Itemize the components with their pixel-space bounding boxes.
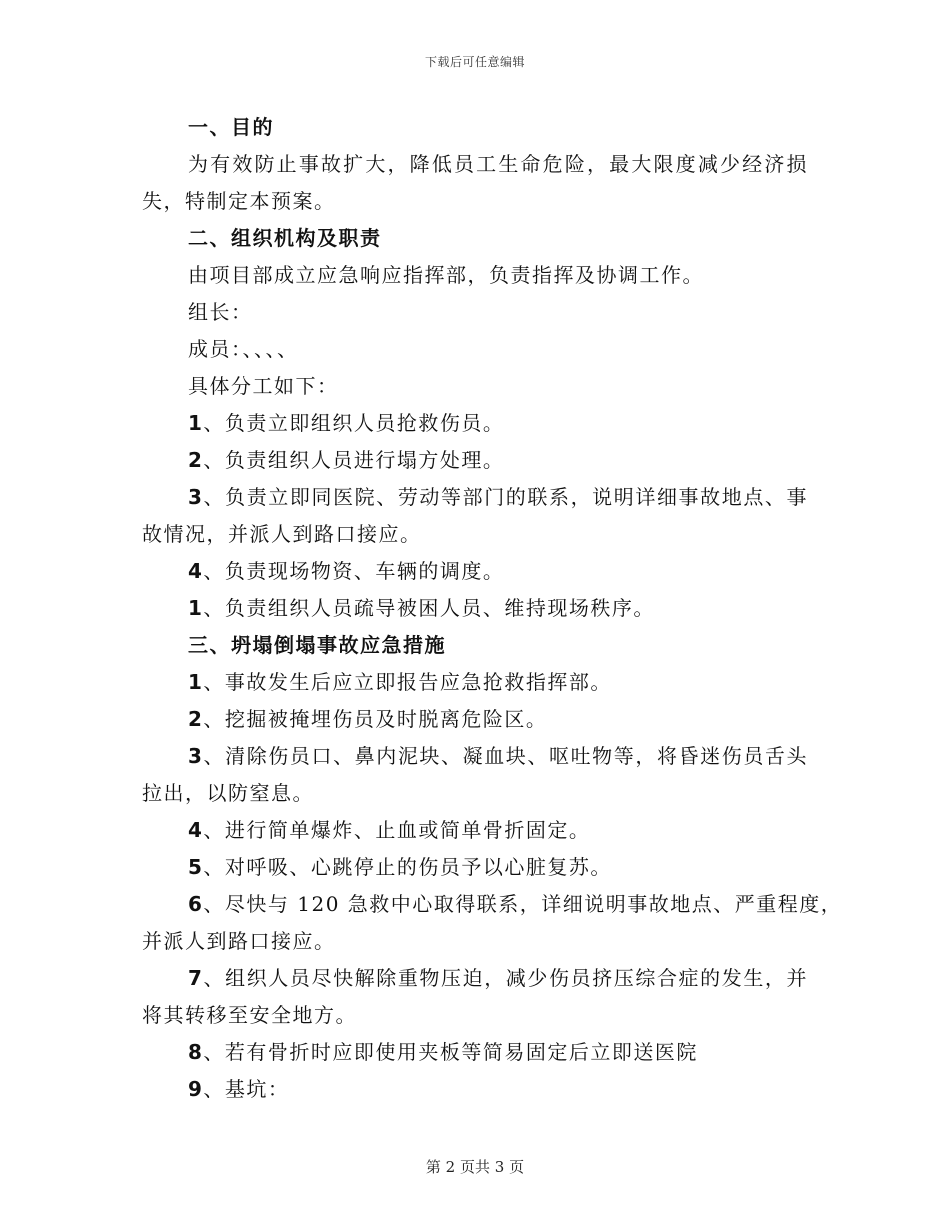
- line-content: [188, 1040, 698, 1064]
- line-text: 为有效防止事故扩大，降低员工生命危险，最大限度减少经济损: [188, 152, 808, 176]
- line-content: [188, 1077, 289, 1101]
- line-text: 失，特制定本预案。: [142, 189, 336, 213]
- line-text: 、负责立即组织人员抢救伤员。: [203, 411, 505, 435]
- line-content: [188, 448, 504, 472]
- paragraph-line: [142, 1034, 808, 1071]
- line-content: [188, 596, 655, 620]
- line-content: [188, 633, 446, 657]
- line-text: 组长：: [188, 300, 253, 324]
- line-text: 、负责立即同医院、劳动等部门的联系，说明详细事故地点、事: [203, 485, 808, 509]
- line-text: 将其转移至安全地方。: [142, 1003, 357, 1027]
- list-number: 7: [188, 966, 204, 990]
- line-text: 成员：、、、、: [188, 337, 299, 361]
- line-text: 、尽快与 120 急救中心取得联系，详细说明事故地点、严重程度，: [203, 892, 843, 916]
- line-text: 、负责组织人员进行塌方处理。: [203, 448, 505, 472]
- line-content: [188, 146, 808, 183]
- list-number: 4: [188, 818, 204, 842]
- list-number: 6: [188, 892, 204, 916]
- line-content: [188, 818, 590, 842]
- list-number: 3: [188, 744, 204, 768]
- paragraph-line: [142, 849, 808, 886]
- line-content: [188, 886, 843, 923]
- paragraph-line: [142, 331, 808, 368]
- line-content: [188, 226, 382, 250]
- line-content: [188, 411, 504, 435]
- document-body: [142, 109, 843, 1108]
- list-number: 1: [188, 411, 204, 435]
- paragraph-line: [142, 997, 808, 1034]
- line-text: 、负责组织人员疏导被困人员、维持现场秩序。: [203, 596, 655, 620]
- paragraph-line: [142, 923, 808, 960]
- list-number: 2: [188, 448, 204, 472]
- line-content: [188, 300, 253, 324]
- list-number: 8: [188, 1040, 204, 1064]
- line-content: [188, 115, 274, 139]
- line-text: 、组织人员尽快解除重物压迫，减少伤员挤压综合症的发生，并: [203, 966, 808, 990]
- line-content: [188, 670, 612, 694]
- paragraph-line: [142, 442, 808, 479]
- line-content: [142, 1003, 357, 1027]
- page-footer: 第 2 页共 3 页: [425, 1158, 525, 1176]
- line-content: [188, 855, 612, 879]
- section-heading: [142, 220, 808, 257]
- line-text: 、事故发生后应立即报告应急抢救指挥部。: [203, 670, 612, 694]
- line-text: 、进行简单爆炸、止血或简单骨折固定。: [203, 818, 591, 842]
- paragraph-line: [142, 886, 843, 923]
- line-content: [188, 707, 547, 731]
- line-content: [188, 337, 299, 361]
- paragraph-line: [142, 590, 808, 627]
- list-number: 1: [188, 596, 204, 620]
- line-content: [188, 263, 704, 287]
- line-text: 、挖掘被掩埋伤员及时脱离危险区。: [203, 707, 548, 731]
- line-text: 故情况，并派人到路口接应。: [142, 522, 422, 546]
- list-number: 5: [188, 855, 204, 879]
- section-heading: [142, 109, 808, 146]
- line-text: 、负责现场物资、车辆的调度。: [203, 559, 505, 583]
- line-text: 、清除伤员口、鼻内泥块、凝血块、呕吐物等，将昏迷伤员舌头: [203, 744, 808, 768]
- line-content: [142, 929, 336, 953]
- line-content: [142, 522, 422, 546]
- paragraph-line: [142, 812, 808, 849]
- line-content: [188, 374, 339, 398]
- paragraph-line: [142, 516, 808, 553]
- line-text: 、若有骨折时应即使用夹板等简易固定后立即送医院: [203, 1040, 698, 1064]
- paragraph-line: [142, 701, 808, 738]
- list-number: 9: [188, 1077, 204, 1101]
- paragraph-line: [142, 775, 808, 812]
- page-header: 下载后可任意编辑: [424, 55, 525, 69]
- list-number: 2: [188, 707, 204, 731]
- line-content: [188, 559, 504, 583]
- list-number: 1: [188, 670, 204, 694]
- paragraph-line: [142, 738, 808, 775]
- paragraph-line: [142, 405, 808, 442]
- line-text: 具体分工如下：: [188, 374, 339, 398]
- section-heading: [142, 627, 808, 664]
- paragraph-line: [142, 257, 808, 294]
- line-content: [188, 960, 808, 997]
- line-text: 拉出，以防窒息。: [142, 781, 314, 805]
- paragraph-line: [142, 479, 808, 516]
- line-content: [188, 479, 808, 516]
- paragraph-line: [142, 146, 808, 183]
- list-number: 3: [188, 485, 204, 509]
- line-content: [188, 738, 808, 775]
- line-text: 由项目部成立应急响应指挥部，负责指挥及协调工作。: [188, 263, 704, 287]
- paragraph-line: [142, 960, 808, 997]
- list-number: 4: [188, 559, 204, 583]
- paragraph-line: [142, 664, 808, 701]
- paragraph-line: [142, 368, 808, 405]
- line-content: [142, 781, 314, 805]
- paragraph-line: [142, 1071, 808, 1108]
- line-text: 、基坑：: [203, 1077, 290, 1101]
- paragraph-line: [142, 183, 808, 220]
- line-text: 二、组织机构及职责: [188, 226, 382, 250]
- paragraph-line: [142, 553, 808, 590]
- line-content: [142, 189, 336, 213]
- line-text: 、对呼吸、心跳停止的伤员予以心脏复苏。: [203, 855, 612, 879]
- paragraph-line: [142, 294, 808, 331]
- line-text: 一、目的: [188, 115, 274, 139]
- line-text: 并派人到路口接应。: [142, 929, 336, 953]
- line-text: 三、坍塌倒塌事故应急措施: [188, 633, 446, 657]
